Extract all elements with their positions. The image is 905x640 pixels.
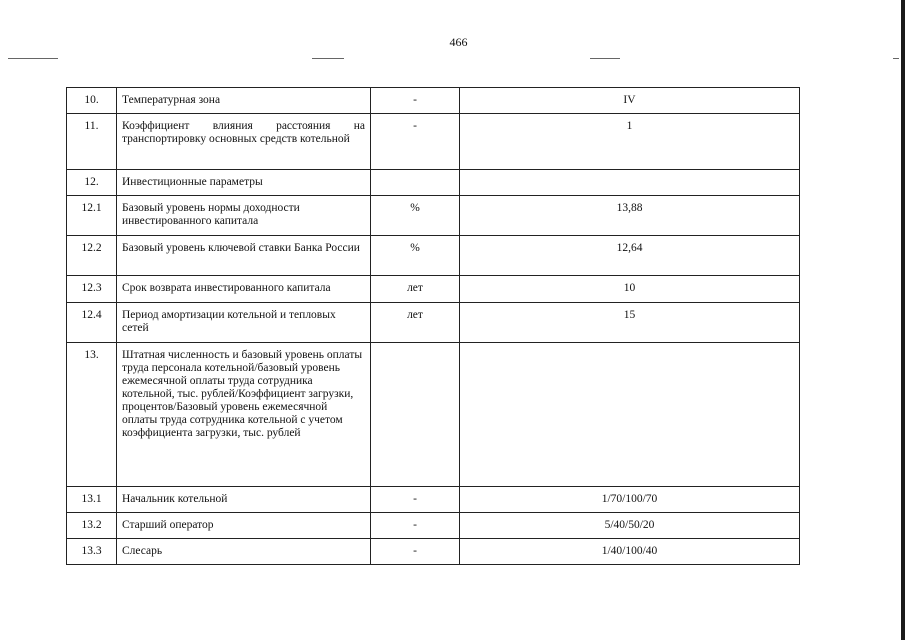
row-unit: % [371, 236, 460, 276]
row-value: 15 [460, 303, 800, 343]
row-value: 1/70/100/70 [460, 487, 800, 513]
row-value: 1 [460, 114, 800, 170]
row-number: 13.2 [67, 513, 117, 539]
row-number: 13.3 [67, 539, 117, 565]
row-value: 13,88 [460, 196, 800, 236]
row-number: 12.4 [67, 303, 117, 343]
row-value: IV [460, 88, 800, 114]
row-name: Слесарь [117, 539, 371, 565]
scan-speck [8, 58, 58, 59]
row-number: 10. [67, 88, 117, 114]
row-unit: - [371, 88, 460, 114]
row-name: Инвестиционные параметры [117, 170, 371, 196]
row-value [460, 170, 800, 196]
row-number: 12.3 [67, 276, 117, 303]
row-number: 11. [67, 114, 117, 170]
parameters-table [66, 87, 800, 565]
row-unit [371, 170, 460, 196]
table-row [67, 114, 800, 170]
row-number: 13. [67, 343, 117, 487]
row-name: Старший оператор [117, 513, 371, 539]
row-value: 5/40/50/20 [460, 513, 800, 539]
row-unit: - [371, 114, 460, 170]
scan-speck [590, 58, 620, 59]
row-name: Срок возврата инвестированного капитала [117, 276, 371, 303]
row-name: Температурная зона [117, 88, 371, 114]
row-unit: лет [371, 303, 460, 343]
row-name: Базовый уровень ключевой ставки Банка России [117, 236, 371, 276]
table-row [67, 236, 800, 276]
scan-edge [901, 0, 905, 640]
row-number: 13.1 [67, 487, 117, 513]
row-number: 12.2 [67, 236, 117, 276]
table-row [67, 487, 800, 513]
row-value: 10 [460, 276, 800, 303]
row-unit: % [371, 196, 460, 236]
row-value [460, 343, 800, 487]
table-row [67, 196, 800, 236]
row-unit: - [371, 487, 460, 513]
row-unit [371, 343, 460, 487]
table-row [67, 513, 800, 539]
table-row [67, 170, 800, 196]
table-row [67, 539, 800, 565]
row-unit: - [371, 513, 460, 539]
row-number: 12.1 [67, 196, 117, 236]
table-row [67, 276, 800, 303]
page-number: 466 [449, 35, 468, 49]
table-row [67, 88, 800, 114]
scan-speck [893, 58, 899, 59]
table-row [67, 303, 800, 343]
row-name: Базовый уровень нормы доходности инвестированного капитала [117, 196, 371, 236]
table-row [67, 343, 800, 487]
row-name: Штатная численность и базовый уровень оплаты труда персонала котельной/базовый уровень ежемесячной оплаты труда сотрудника котельной, тыс. рублей/Коэффициент загрузки, процентов/Базовый уровень ежемесячной оплаты труда сотрудника котельной с учетом коэффициента загрузки, тыс. рублей [117, 343, 371, 487]
row-unit: - [371, 539, 460, 565]
row-value: 1/40/100/40 [460, 539, 800, 565]
scan-speck [312, 58, 344, 59]
row-value: 12,64 [460, 236, 800, 276]
row-number: 12. [67, 170, 117, 196]
row-name: Начальник котельной [117, 487, 371, 513]
row-name: Период амортизации котельной и тепловых сетей [117, 303, 371, 343]
row-unit: лет [371, 276, 460, 303]
row-name: Коэффициент влияния расстояния на транспортировку основных средств котельной [117, 114, 371, 170]
